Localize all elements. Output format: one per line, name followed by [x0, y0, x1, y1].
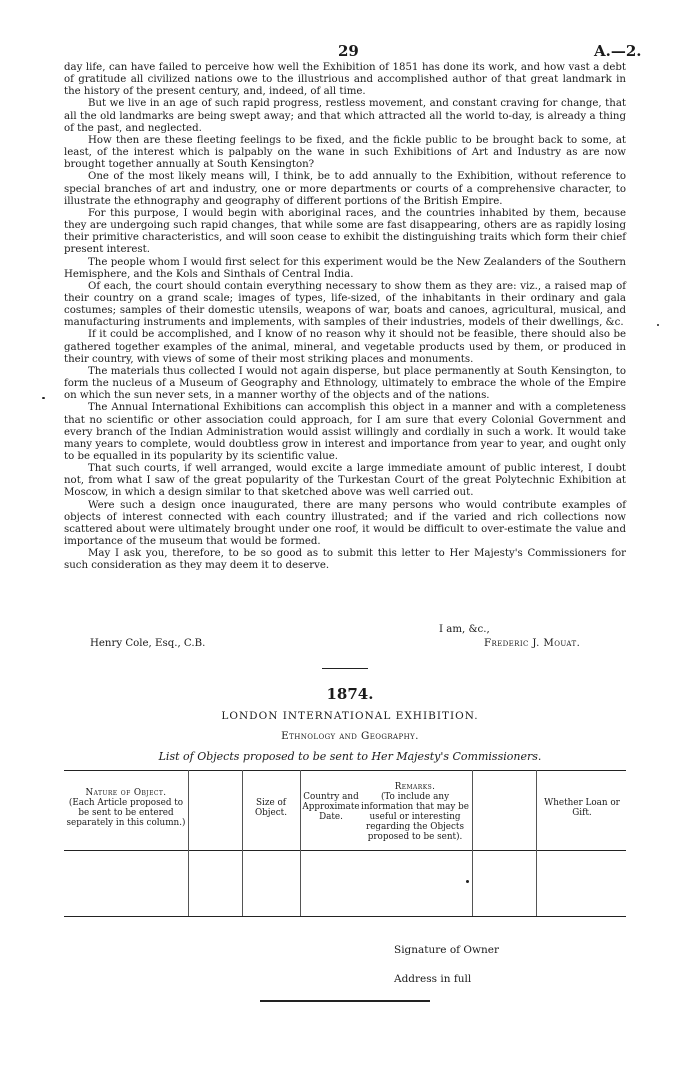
paragraph: One of the most likely means will, I think, be to add annually to the Exhibition, without reference to special branches of art and industry, one or more departments or courts of a comprehensive character, to illustrate the ethnography and geography of different portions of the British Empire.	[64, 171, 626, 207]
address-label: Address in full	[394, 973, 472, 985]
paragraph: day life, can have failed to perceive how well the Exhibition of 1851 has done its work, and how vast a debt of gratitude all civilized nations owe to the illustrious and accomplished author of that great landmark in the history of the present century, and, indeed, of all time.	[64, 62, 626, 98]
column-header-loan-gift: Whether Loan or Gift.	[544, 798, 620, 818]
paragraph: The materials thus collected I would not again disperse, but place permanently at South Kensington, to form the nucleus of a Museum of Geography and Ethnology, ultimately to embrace the whole of the Empire on which the sun never sets, in a manner worthy of the objects and of the nations.	[64, 365, 626, 402]
closing-text: I am, &c.,	[439, 624, 490, 635]
paragraph: How then are these fleeting feelings to be fixed, and the fickle public to be brought back to some, at least, of the interest which is palpably on the wane in such Exhibitions of Art and Industry as are now brought together annually at South Kensington?	[64, 134, 626, 171]
column-divider	[188, 770, 189, 916]
closing-rule	[260, 1000, 430, 1002]
table-header-rule	[64, 850, 626, 851]
section-divider	[322, 668, 368, 669]
paragraph: For this purpose, I would begin with aboriginal races, and the countries inhabited by them, because they are undergoing such rapid changes, that while some are fast disappearing, others are as rapidly losing their primitive characteristics, and will soon cease to exhibit the distinguishing traits which form their chief present interest.	[64, 207, 626, 256]
exhibition-title: LONDON INTERNATIONAL EXHIBITION.	[221, 710, 479, 722]
table-top-rule	[64, 770, 626, 771]
table-bottom-rule	[64, 916, 626, 917]
paragraph: Were such a design once inaugurated, there are many persons who would contribute examples of objects of interest connected with each country illustrated; and if the varied and rich collections now scattered about were ultimately brought under one roof, it would be difficult to over-estimate the value and importance of the museum that would be formed.	[64, 499, 626, 548]
section-title: Ethnology and Geography.	[281, 730, 419, 742]
ink-speck	[466, 880, 469, 883]
column-divider	[300, 770, 301, 916]
signatory: Frederic J. Mouat.	[484, 638, 581, 649]
paragraph: Of each, the court should contain everything necessary to show them as they are: viz., a raised map of their country on a grand scale; images of types, life-sized, of the inhabitants in their ordinary and gala costumes; samples of their domestic utensils, weapons of war, boats and canoes, agricultural, musical, and manufacturing instruments and implements, with samples of their industries, models of their dwellings, &c.	[64, 280, 626, 329]
ink-speck	[42, 397, 45, 399]
addressee: Henry Cole, Esq., C.B.	[90, 638, 206, 649]
objects-form-table	[64, 770, 626, 916]
form-year: 1874.	[326, 685, 374, 703]
paragraph: If it could be accomplished, and I know of no reason why it should not be feasible, there should also be gathered together examples of the animal, mineral, and vegetable products used by them, or produced in their country, with views of some of their most striking places and monuments.	[64, 329, 626, 365]
column-header-nature: Nature of Object. (Each Article proposed to be sent to be entered separately in this column.)	[66, 788, 186, 828]
paragraph: The people whom I would first select for this experiment would be the New Zealanders of the Southern Hemisphere, and the Kols and Sinthals of Central India.	[64, 256, 626, 280]
paragraph: The Annual International Exhibitions can accomplish this object in a manner and with a completeness that no scientific or other association could approach, for I am sure that every Colonial Government and every branch of the Indian Administration would assist willingly and cordially in such a work. It would take many years to complete, would doubtless grow in interest and importance from year to year, and ought only to be equalled in its popularity by its scientific value.	[64, 402, 626, 462]
letter-body	[64, 62, 626, 573]
column-header-size: Size of Object.	[254, 798, 288, 818]
page-number: 29	[338, 42, 359, 60]
column-header-remarks: Remarks. (To include any information that may be useful or interesting regarding the Objects proposed to be sent).	[361, 782, 469, 842]
paragraph: May I ask you, therefore, to be so good as to submit this letter to Her Majesty's Commissioners for such consideration as they may deem it to deserve.	[64, 548, 626, 572]
column-header-country: Country and Approximate Date.	[302, 792, 360, 822]
paragraph: But we live in an age of such rapid progress, restless movement, and constant craving for change, that all the old landmarks are being swept away; and that which attracted all the world to-day, is already a thing of the past, and neglected.	[64, 98, 626, 134]
paragraph: That such courts, if well arranged, would excite a large immediate amount of public interest, I doubt not, from what I saw of the great popularity of the Turkestan Court of the great Polytechnic Exhibition at Moscow, in which a design similar to that sketched above was well carried out.	[64, 463, 626, 499]
column-divider	[242, 770, 243, 916]
signature-label: Signature of Owner	[394, 944, 499, 956]
column-divider	[536, 770, 537, 916]
letter-signoff	[64, 624, 626, 652]
column-divider	[472, 770, 473, 916]
list-title: List of Objects proposed to be sent to Her Majesty's Commissioners.	[158, 750, 542, 763]
document-reference: A.—2.	[594, 42, 642, 60]
ink-speck	[657, 324, 659, 326]
